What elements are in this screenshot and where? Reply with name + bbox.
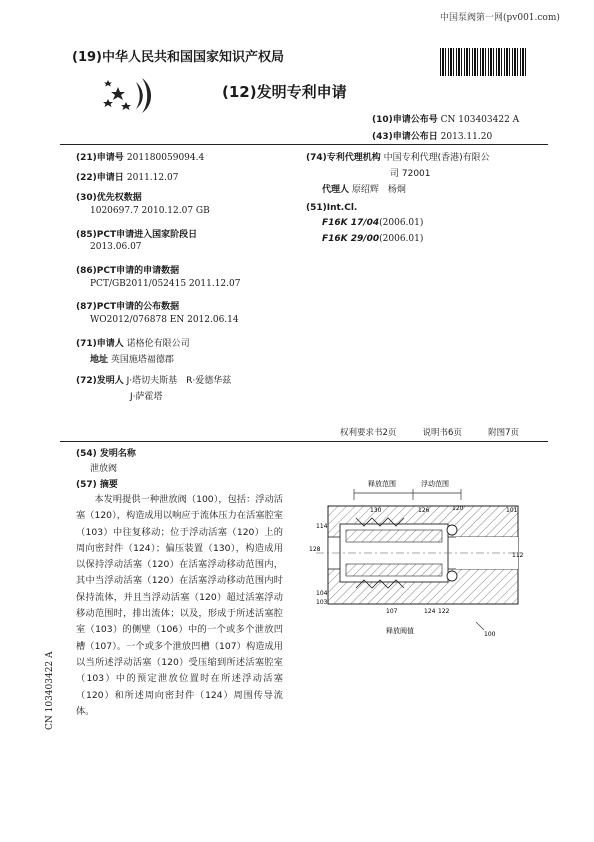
svg-text:114: 114 [316, 523, 328, 530]
svg-text:107: 107 [386, 608, 398, 615]
watermark: 中国泵阀第一网(pv001.com) [440, 13, 560, 23]
address-row: 地址 英国施塔福德郡 [90, 355, 174, 365]
header-divider [60, 144, 548, 145]
int-cl-1: F16K 17/04(2006.01) [322, 218, 424, 228]
drawing-pages: 附图7页 [488, 428, 519, 438]
document-type-code: (12) [222, 83, 257, 101]
section-divider [60, 441, 548, 442]
applicant-row: (71)申请人 诺格伦有限公司 [76, 339, 190, 349]
svg-text:124: 124 [424, 608, 436, 615]
pct-entry-value: 2013.06.07 [90, 242, 142, 252]
publication-info [372, 112, 519, 146]
pct-entry-label: (85)PCT申请进入国家阶段日 [76, 230, 198, 240]
svg-text:103: 103 [316, 599, 328, 606]
filing-date: 2011.12.07 [126, 173, 179, 183]
valve-figure [306, 470, 536, 650]
applicant-address: 英国施塔福德郡 [110, 355, 174, 365]
pct-app-label: (86)PCT申请的申请数据 [76, 266, 180, 276]
priority-value: 1020697.7 2010.12.07 GB [90, 206, 210, 216]
office-name: 中华人民共和国国家知识产权局 [101, 50, 284, 65]
publication-number-label: (10)申请公布号 [372, 115, 438, 125]
barcode [440, 48, 526, 76]
release-range-text: 释放范围 [368, 480, 396, 488]
inventors-row: (72)发明人 J·塔切夫斯基 R·爱德华兹 [76, 376, 232, 386]
document-type [222, 81, 347, 102]
description-pages: 说明书6页 [422, 428, 462, 438]
release-value-text: 释放阀值 [386, 627, 414, 635]
filing-date-row: (22)申请日 2011.12.07 [76, 173, 179, 183]
svg-text:101: 101 [506, 507, 518, 514]
svg-text:130: 130 [370, 507, 382, 514]
svg-text:128: 128 [309, 546, 321, 553]
agency-name-1: 中国专利代理(香港)有限公 [383, 153, 490, 163]
agency-row: (74)专利代理机构 中国专利代理(香港)有限公 [306, 153, 490, 163]
invention-title-label: (54) 发明名称 [76, 449, 136, 459]
app-number: 201180059094.4 [126, 153, 205, 163]
agent-row: 代理人 原绍辉 杨炯 [322, 185, 406, 195]
publication-number: CN 103403422 A [440, 115, 520, 125]
office-code: (19) [72, 50, 102, 65]
svg-text:100: 100 [484, 631, 496, 638]
inventors-line-2: J·萨霍塔 [130, 392, 163, 402]
svg-text:122: 122 [438, 608, 450, 615]
office-header [72, 46, 284, 65]
abstract-label: (57) 摘要 [76, 480, 118, 490]
publication-date-label: (43)申请公布日 [372, 132, 438, 142]
svg-text:126: 126 [418, 507, 430, 514]
pct-pub-label: (87)PCT申请的公布数据 [76, 302, 180, 312]
pct-pub-value: WO2012/076878 EN 2012.06.14 [90, 315, 239, 325]
int-cl-label: (51)Int.Cl. [306, 203, 358, 213]
priority-label: (30)优先权数据 [76, 193, 142, 203]
seal-top [447, 525, 457, 535]
abstract-text: 本发明提供一种泄放阀（100），包括：浮动活塞（120），构造成用以响应于流体压力在活塞腔室（103）中往复移动；位于浮动活塞（120）上的周向密封件（124）；偏压装置（130），构造成用以保持浮动活塞（120）在活塞浮动移动范围内，其中当浮动活塞（120）在活塞浮动移动范围内时保持流体，并且当浮动活塞（120）超过活塞浮动移动范围时，排出流体；以及，形成于所述活塞腔室（103）的侧壁（106）中的一个或多个泄放凹槽（107）。一个或多个泄放凹槽（107）构造成用以当所述浮动活塞（120）受压缩到所述活塞腔室（103）中的预定泄放位置时在所述浮动活塞（120）和所述周向密封件（124）周围传导流体。 [76, 494, 283, 717]
side-publication-number: CN 103403422 A [45, 651, 55, 730]
seal-bottom [447, 571, 457, 581]
applicant-name: 诺格伦有限公司 [126, 339, 190, 349]
page-counts [340, 426, 519, 438]
app-number-row: (21)申请号 201180059094.4 [76, 153, 205, 163]
office-emblem-icon [98, 73, 156, 117]
svg-text:112: 112 [512, 552, 524, 559]
document-type-name: 发明专利申请 [256, 83, 347, 101]
publication-date: 2013.11.20 [440, 132, 493, 142]
int-cl-2: F16K 29/00(2006.01) [322, 234, 424, 244]
agent-names: 原绍辉 杨炯 [351, 185, 406, 195]
svg-text:120: 120 [452, 505, 464, 512]
inventors-line-1: J·塔切夫斯基 R·爱德华兹 [126, 376, 232, 386]
pct-app-value: PCT/GB2011/052415 2011.12.07 [90, 279, 241, 289]
svg-text:104: 104 [316, 590, 328, 597]
agency-name-2: 司 72001 [390, 169, 431, 179]
claims-pages: 权利要求书2页 [340, 428, 397, 438]
invention-title: 泄放阀 [90, 464, 118, 474]
float-range-text: 浮动范围 [421, 480, 449, 488]
